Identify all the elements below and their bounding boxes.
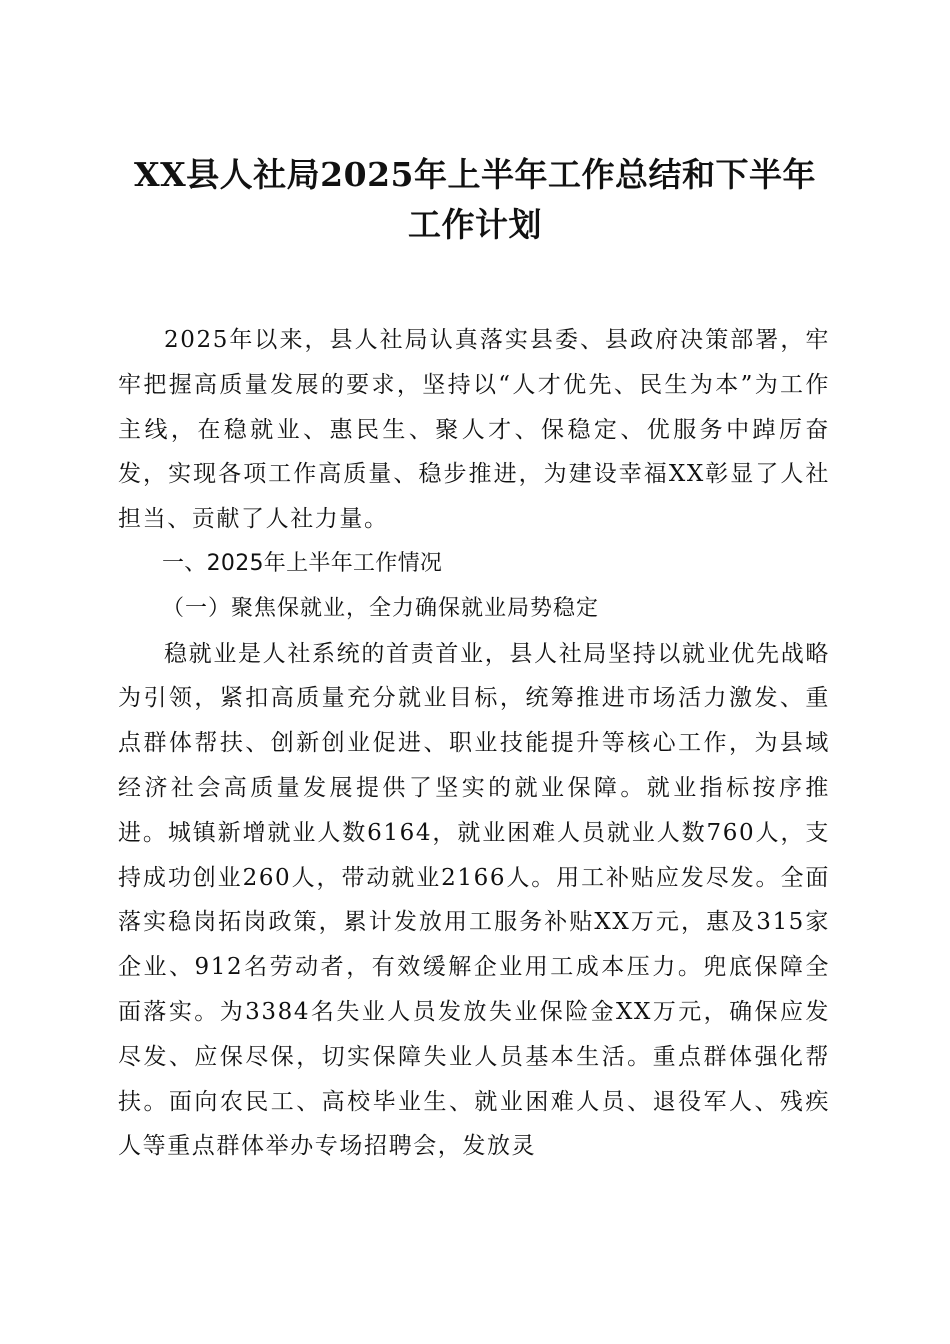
document-body: [118, 318, 830, 1169]
title-line-1: XX县人社局2025年上半年工作总结和下半年: [133, 155, 817, 194]
document-title: [100, 150, 850, 250]
title-line-2: 工作计划: [408, 205, 542, 244]
subsection-1-paragraph: 稳就业是人社系统的首责首业，县人社局坚持以就业优先战略为引领，紧扣高质量充分就业目标，统筹推进市场活力激发、重点群体帮扶、创新创业促进、职业技能提升等核心工作，为县域经济社会高质量发展提供了坚实的就业保障。就业指标按序推进。城镇新增就业人数6164，就业困难人员就业人数760人，支持成功创业260人，带动就业2166人。用工补贴应发尽发。全面落实稳岗拓岗政策，累计发放用工服务补贴XX万元，惠及315家企业、912名劳动者，有效缓解企业用工成本压力。兜底保障全面落实。为3384名失业人员发放失业保险金XX万元，确保应发尽发、应保尽保，切实保障失业人员基本生活。重点群体强化帮扶。面向农民工、高校毕业生、就业困难人员、退役军人、残疾人等重点群体举办专场招聘会，发放灵: [118, 640, 830, 1160]
subsection-heading-1: （一）聚焦保就业，全力确保就业局势稳定: [162, 595, 600, 621]
section-heading-1: 一、2025年上半年工作情况: [162, 550, 443, 576]
intro-paragraph: 2025年以来，县人社局认真落实县委、县政府决策部署，牢牢把握高质量发展的要求，坚持以“人才优先、民生为本”为工作主线，在稳就业、惠民生、聚人才、保稳定、优服务中踔厉奋发，实现各项工作高质量、稳步推进，为建设幸福XX彰显了人社担当、贡献了人社力量。: [118, 327, 830, 533]
